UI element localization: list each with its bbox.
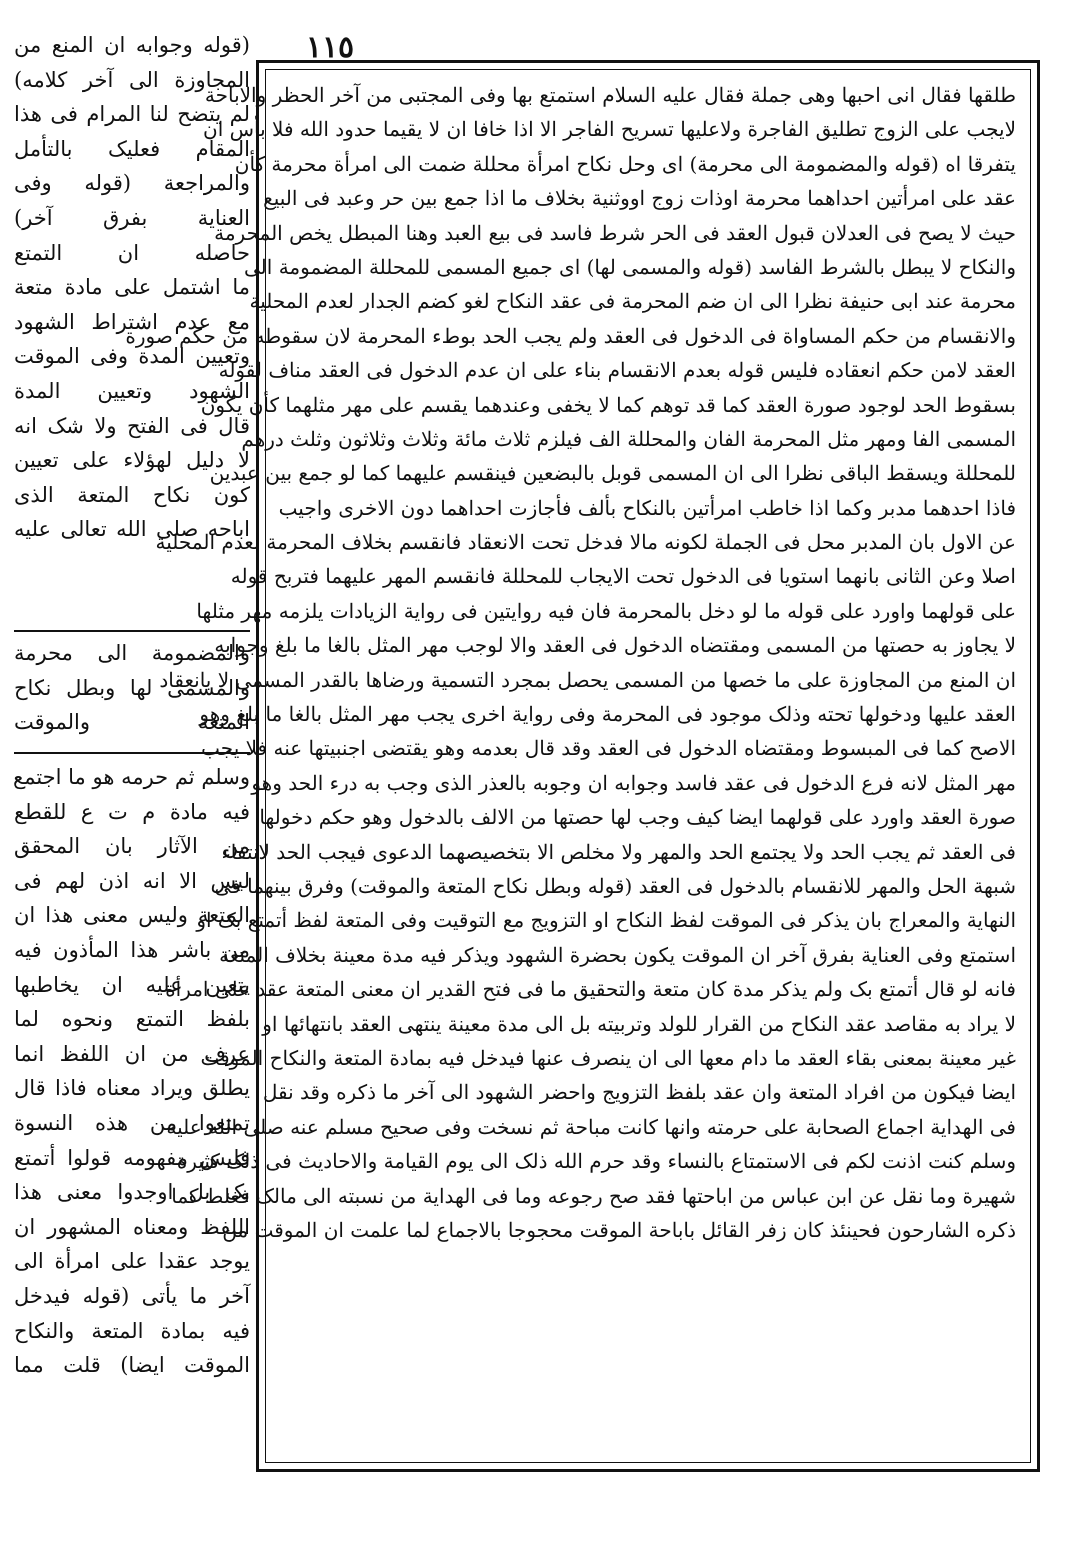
main-text-line: یتفرقا اه (قوله والمضمومة الی محرمة) ای وحل نکاح امرأة محللة ضمت الی امرأة محرمة کأن: [234, 151, 1016, 176]
margin-note-line: بلفظ التمتع ونحوه لما: [14, 1007, 250, 1032]
margin-note-1: [14, 28, 250, 547]
main-text-line: استمتع وفی العنایة بفرق آخر ان الموقت یکون بحضرة الشهود ویذکر فیه مدة معینة بخلاف المتعة: [219, 942, 1016, 967]
main-text-line: بسقوط الحد لوجود صورة العقد کما قد توهم کما لا یخفی وعندهما یقسم علی مهر مثلهما کأن یکون: [200, 392, 1016, 417]
margin-note-line: لم یتضح لنا المرام فی هذا: [14, 102, 250, 127]
margin-note-line: فیه بمادة المتعة والنکاح: [14, 1318, 250, 1343]
margin-note-line: ما اشتمل علی مادة متعة: [14, 275, 250, 300]
main-text-line: ایضا فیکون من افراد المتعة وان عقد بلفظ التزویج واحضر الشهود الی آخر ما ذکره وقد نقل: [262, 1080, 1016, 1105]
margin-note-line: کون نکاح المتعة الذی: [14, 482, 250, 507]
main-text-line: ان المنع من المجاوزة علی ما خصها من المسمی یحصل بمجرد التسمیة ورضاها بالقدر المسمی لا بانعقاد: [159, 667, 1016, 692]
page-number: ١١٥: [305, 30, 355, 65]
margin-note-line: المقام فعلیک بالتأمل: [14, 136, 250, 161]
margin-note-line: یتعین علیه ان یخاطبها: [14, 972, 250, 997]
main-text-line: والنکاح لا یبطل بالشرط الفاسد (قوله والمسمی لها) ای جمیع المسمی للمحللة المضمومة الی: [244, 254, 1016, 279]
main-text-line: لا یراد به مقاصد عقد النکاح من القرار للولد وتربیته بل الی مدة معینة ینتهی العقد بانتهائها او: [262, 1011, 1016, 1036]
main-text-line: فی العقد ثم یجب الحد ولا یجتمع الحد والمهر ولا مخلص الا بتخصیصهما الدعوی فیجب الحد لانتفاء: [221, 839, 1016, 864]
margin-note-line: بک بل اوجدوا معنی هذا: [14, 1180, 250, 1205]
margin-note-line: المجاوزة الی آخر کلامه): [14, 67, 250, 92]
margin-note-line: مع عدم اشتراط الشهود: [14, 309, 250, 334]
margin-divider-1: [14, 630, 250, 632]
margin-note-line: المتعة ولیس معنی هذا ان: [14, 903, 250, 928]
margin-note-line: یوجد عقدا علی امرأة الی: [14, 1249, 250, 1274]
main-text-line: والانقسام من حکم المساواة فی الدخول فی العقد ولم یجب الحد بوطء المحرمة لان سقوطه من حکم صورة: [125, 323, 1016, 348]
main-text-line: العقد علیها ودخولها تحته وذلک موجود فی المحرمة وفی روایة اخری یجب مهر المثل بالغا ما بلغ وهو: [199, 702, 1016, 727]
margin-note-line: لیس الا انه اذن لهم فی: [14, 868, 250, 893]
main-text-line: شهیرة وما نقل عن ابن عباس من اباحتها فقد صح رجوعه وما فی الهدایة من نسبته الی مالک فغلط کما: [171, 1183, 1016, 1208]
main-text-line: الاصح کما فی المبسوط ومقتضاه الدخول فی العقد وقد قال بعدمه وهو یقتضی اجنبیتها عنه فلا یجب: [201, 736, 1016, 761]
main-text-line: صورة العقد واورد علی قولهما ایضا کیف وجب لها حصتها من الالف بالدخول وهو حکم دخولها: [259, 805, 1016, 830]
margin-note-line: المتعة والموقت: [14, 710, 250, 735]
margin-note-line: یطلق ویراد معناه فاذا قال: [14, 1076, 250, 1101]
main-text-line: عن الاول بان المدبر محل فی الجملة لکونه مالا فدخل تحت الانعقاد فانقسم بخلاف المحرمة لعدم المحلیة: [155, 530, 1016, 555]
margin-note-line: (قوله وجوابه ان المنع من: [14, 33, 250, 57]
margin-note-line: اباحه صلی الله تعالی علیه: [14, 517, 250, 542]
margin-note-line: حاصله ان التمتع: [14, 240, 250, 265]
main-text-line: مهر المثل لانه فرع الدخول فی عقد فاسد وجوابه ان وجوبه بالعذر الذی وجب به درء الحد وهو: [251, 770, 1016, 795]
main-text-line: العقد لامن حکم انعقاده فلیس قوله بعدم الانقسام بناء علی ان عدم الدخول فی العقد مناف لقوله: [218, 358, 1016, 383]
margin-note-line: عرف من ان اللفظ انما: [14, 1041, 250, 1066]
margin-note-line: من باشر هذا المأذون فیه: [14, 937, 250, 962]
margin-note-line: آخر ما یأتی (قوله فیدخل: [14, 1283, 250, 1308]
margin-note-line: اللفظ ومعناه المشهور ان: [14, 1214, 250, 1239]
margin-note-line: وسلم ثم حرمه هو ما اجتمع: [13, 765, 250, 789]
margin-note-line: الشهود وتعیین المدة: [14, 378, 250, 403]
main-text-line: حیث لا یصح فی العدلان قبول العقد فی الحر شرط فاسد فی بیع العبد وهنا المبطل یخص المحرمة: [214, 220, 1016, 245]
margin-note-line: والمسمی لها وبطل نکاح: [14, 675, 250, 700]
main-text-line: غیر معینة بمعنی بقاء العقد ما دام معها الی ان ینصرف عنها فیدخل فیه بمادة المتعة والنکاح الموقت: [200, 1045, 1016, 1070]
main-text-line: وسلم کنت اذنت لکم فی الاستمتاع بالنساء وقد حرم الله ذلک الی یوم القیامة والاحادیث فی ذلک کثیرة: [176, 1149, 1016, 1174]
main-text-line: طلقها فقال انی احبها وهی جملة فقال علیه السلام استمتع بها وفی المجتبی من آخر الحظر والاباحة: [204, 83, 1016, 107]
margin-note-line: من الآثار بان المحقق: [14, 834, 250, 859]
main-text-line: علی قولهما واورد علی قوله ما لو دخل بالمحرمة فان فیه روایتین فی روایة الزیادات یلزمه مهر مثلها: [196, 598, 1016, 623]
main-text-line: ذکره الشارحون فحینئذ کان زفر القائل باباحة الموقت محجوجا بالاجماع لما علمت ان الموقت من: [222, 1217, 1016, 1242]
main-text-line: النهایة والمعراج بان یذکر فی الموقت لفظ النکاح او التزویج مع التوقیت وفی المتعة لفظ أتمتع بک او: [196, 908, 1016, 933]
margin-note-line: قال فی الفتح ولا شک انه: [14, 413, 250, 438]
margin-note-line: والمراجعة (قوله وفی: [14, 171, 250, 196]
margin-note-line: فلیس مفهومه قولوا أتمتع: [14, 1145, 250, 1170]
margin-note-line: وتعیین المدة وفی الموقت: [14, 344, 250, 369]
main-text-line: محرمة عند ابی حنیفة نظرا الی ان ضم المحرمة فی عقد النکاح لغو کضم الجدار لعدم المحلیة: [249, 289, 1016, 314]
main-text-line: المسمی الفا ومهر مثل المحرمة الفان والمحللة الف فیلزم ثلاث مائة وثلاث وثلاثون وثلث درهم: [241, 426, 1016, 451]
margin-note-line: تمتعوا من هذه النسوة: [14, 1110, 250, 1135]
margin-note-3: [14, 760, 250, 1383]
margin-note-line: الموقت ایضا) قلت مما: [14, 1353, 250, 1378]
main-text-line: فی الهدایة اجماع الصحابة علی حرمته وانها کانت مباحة ثم نسخت وفی صحیح مسلم عنه صلی الله علیه: [166, 1114, 1016, 1139]
margin-note-line: العنایة بفرق آخر): [14, 205, 250, 230]
main-text-line: شبهة الحل والمهر للانقسام بالدخول فی العقد (قوله وبطل نکاح المتعة والموقت) وفرق بینهما فی: [214, 873, 1016, 898]
margin-note-2: [14, 636, 250, 740]
main-text-line: فانه لو قال أتمتع بک ولم یذکر مدة کان متعة والتحقیق ما فی فتح القدیر ان معنی المتعة عقد علی امرأة: [165, 977, 1016, 1002]
margin-note-line: لا دلیل لهؤلاء علی تعیین: [14, 448, 250, 473]
main-text-line: اصلا وعن الثانی بانهما استویا فی الدخول تحت الایجاب للمحللة فانقسم المهر علیهما فتربح قوله: [230, 564, 1016, 589]
main-text-line: للمحللة ویسقط الباقی نظرا الی ان المسمی قوبل بالبضعین فینقسم علیهما کما لو جمع بین عبدین: [209, 461, 1016, 486]
main-text-line: عقد علی امرأتین احداهما محرمة اوذات زوج اووثنیة بخلاف ما اذا جمع بین حر وعبد فی البیع: [263, 186, 1016, 211]
margin-note-line: فیه مادة م ت ع للقطع: [14, 799, 250, 824]
main-text-line: لا یجاوز به حصتها من المسمی ومقتضاه الدخول فی العقد والا لوجب مهر المثل بالغا ما بلغ وجوابه: [214, 633, 1016, 658]
margin-note-line: والمضمومة الی محرمة: [14, 641, 250, 665]
main-text-line: لایجب علی الزوج تطلیق الفاجرة ولاعلیها تسریح الفاجر الا اذا خافا ان لا یقیما حدود الله فلا بأس ان: [203, 117, 1016, 142]
margin-divider-2: [14, 752, 250, 754]
main-text-line: فاذا احدهما مدبر وکما اذا خاطب امرأتین بالنکاح بألف فأجازت احداهما دون الاخری واجیب: [278, 495, 1016, 520]
